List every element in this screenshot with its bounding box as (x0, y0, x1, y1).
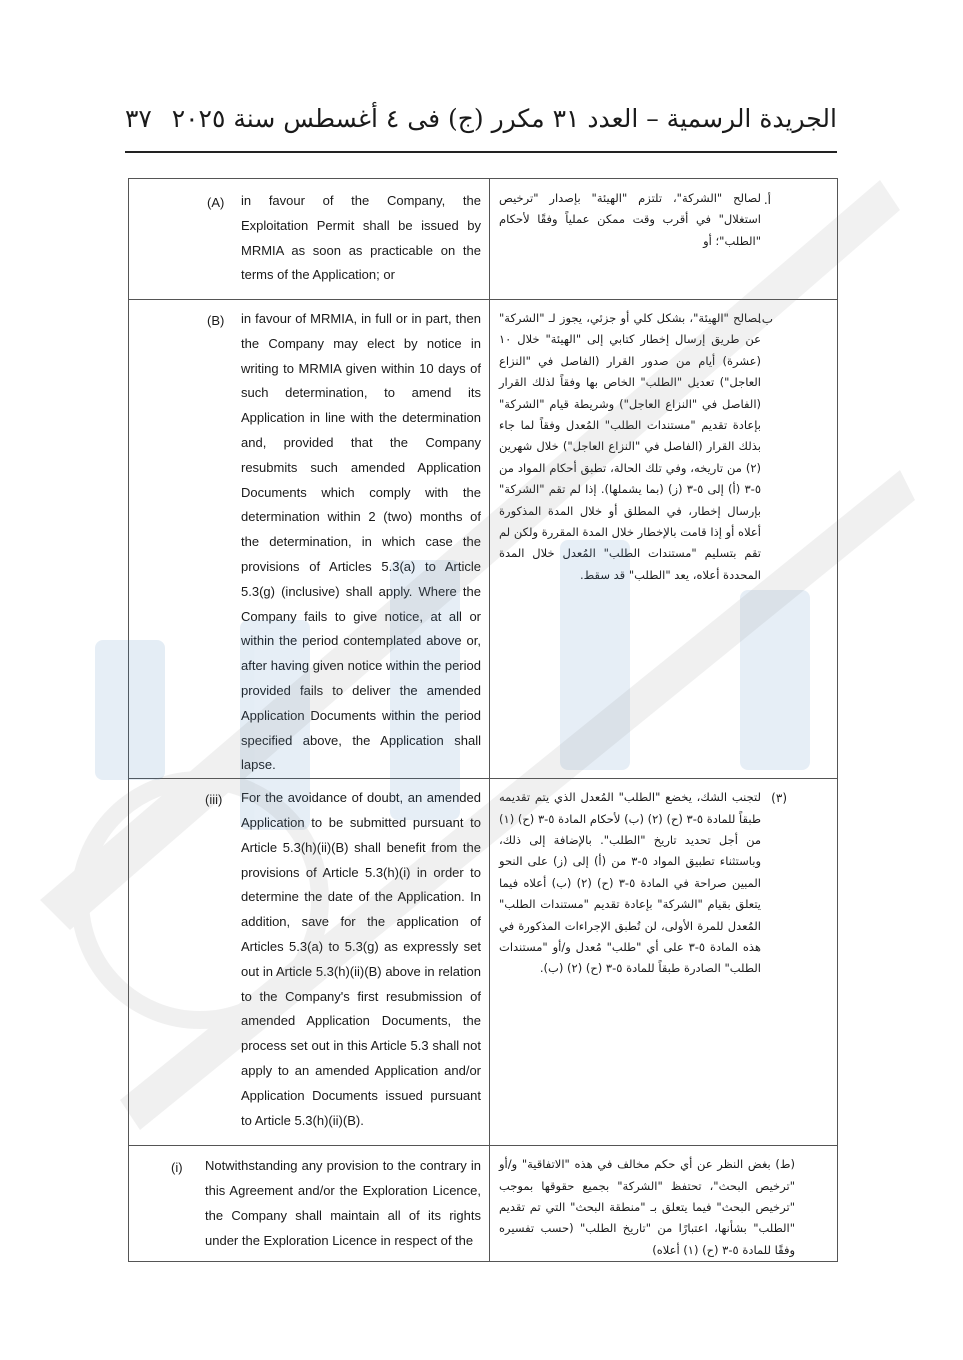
page-number: ٣٧ (125, 104, 152, 133)
table-row (129, 779, 838, 1146)
clause-marker-ar: ب. (757, 312, 773, 326)
clause-text: For the avoidance of doubt, an amended Application to be submitted pursuant to Article 5.3(h)(ii)(B) shall benefit from the provisions of Article 5.3(h)(i) in order to determine the date of the Application. In addition, save for the application of Articles 5.3(a) to 5.3(g) as expressly set out in Article 5.3(h)(ii)(B) above in relation to the Company's first resubmission of amended Application Documents, the process set out in this Article 5.3 shall not apply to an amended Application and/or Application Documents issued pursuant to Article 5.3(h)(ii)(B). (241, 790, 481, 1128)
clause-text: in favour of the Company, the Exploitation Permit shall be issued by MRMIA as soon as practicable on the terms of the Application; or (241, 193, 481, 283)
clause-text-ar: (ط) بغض النظر عن أي حكم مخالف في هذه "الاتفاقية" و/أو "ترخيص البحث"، تحتفظ "الشركة" بجميع حقوقها بموجب "ترخيص البحث" فيما يتعلق بـ "منطقة البحث" التي تم تقديم "الطلب" بشأنها، اعتبارًا من "تاريخ الطلب" (حسب تفسيره وفقًا للمادة ٥-٣ (ح) (١) أعلاه) (499, 1157, 795, 1257)
arabic-cell (490, 779, 838, 1146)
clause-text-ar: لصالح "الهيئة"، بشكل كلي أو جزئي، يجوز لـ "الشركة" عن طريق إرسال إخطار كتابي إلى "الهيئة" خلال ١٠ (عشرة) أيام من صدور القرار (الفاصل في "النزاع العاجل") تعديل "الطلب" الخاص بها وفقاً لذلك القرار (الفاصل في "النزاع العاجل") وشريطة قيام "الشركة" بإعادة تقديم "مستندات الطلب" المُعدل وفقاً لما جاء بذلك القرار (الفاصل في "النزاع العاجل") خلال شهرين (٢) من تاريخه، وفي تلك الحالة، تطبق أحكام المواد من ٥-٣ (أ) إلى ٥-٣ (ز) (بما يشملها). إذا لم تقم "الشركة" بإرسال إخطار، في المطلق أو خلال المدة المذكورة أعلاه أو إذا قامت بالإخطار خلال المدة المقررة ولكن لم تقم بتسليم "مستندات الطلب" المُعدل خلال المدة المحددة أعلاه، يعد "الطلب" قد سقط. (499, 311, 761, 582)
table-row (129, 300, 838, 779)
english-cell (129, 1146, 490, 1262)
clause-marker-ar: (٣) (771, 791, 787, 806)
clause-marker: (B) (207, 313, 225, 328)
clause-text: in favour of MRMIA, in full or in part, then the Company may elect by notice in writing to MRMIA given within 10 days of such determination, to amend its Application in line with the determination and, provided that the Company resubmits such amended Application Documents which comply with the determination within 2 (two) months of the determination, in which case the provisions of Articles 5.3(a) to Article 5.3(g) (inclusive) shall apply. Where the Company fails to give notice, at all or within the period contemplated above or, after having given notice within the period provided fails to deliver the amended Application Documents within the period specified above, the Application shall lapse. (241, 311, 481, 773)
clause-marker: (iii) (205, 792, 223, 808)
arabic-cell (490, 179, 838, 300)
arabic-cell (490, 300, 838, 779)
arabic-cell (490, 1146, 838, 1262)
header-divider (125, 151, 837, 153)
bilingual-table (128, 178, 838, 1262)
english-cell (129, 300, 490, 779)
clause-text-ar: لصالح "الشركة"، تلتزم "الهيئة" بإصدار "ترخيص استغلال" في أقرب وقت ممكن عملياً وفقًا لأحكام "الطلب"؛ أو (499, 191, 761, 248)
english-cell (129, 179, 490, 300)
clause-marker: (i) (171, 1160, 183, 1176)
page-header (125, 100, 837, 150)
clause-marker-ar: أ. (763, 193, 771, 207)
gazette-title: الجريدة الرسمية – العدد ٣١ مكرر (ج) فى ٤ أغسطس سنة ٢٠٢٥ (171, 104, 837, 133)
clause-text: Notwithstanding any provision to the contrary in this Agreement and/or the Exploration Licence, the Company shall maintain all of its rights under the Exploration Licence in respect of the (205, 1158, 481, 1248)
english-cell (129, 779, 490, 1146)
table-row (129, 179, 838, 300)
table-row (129, 1146, 838, 1262)
clause-text-ar: لتجنب الشك، يخضع "الطلب" المُعدل الذي يتم تقديمه طبقاً للمادة ٥-٣ (ح) (٢) (ب) لأحكام المادة ٥-٣ (ح) (١) من أجل تحديد تاريخ "الطلب". بالإضافة إلى ذلك، وباستثناء تطبيق المواد ٥-٣ من (أ) إلى (ز) على النحو المبين صراحة في المادة ٥-٣ (ح) (٢) (ب) أعلاه فيما يتعلق بقيام "الشركة" بإعادة تقديم "مستندات الطلب" المُعدل للمرة الأولى، لن تُطبق الإجراءات المذكورة في هذه المادة ٥-٣ على أي "طلب" مُعدل و/أو "مستندات الطلب" الصادرة طبقاً للمادة ٥-٣ (ح) (٢) (ب). (499, 790, 762, 976)
clause-marker: (A) (207, 195, 225, 210)
